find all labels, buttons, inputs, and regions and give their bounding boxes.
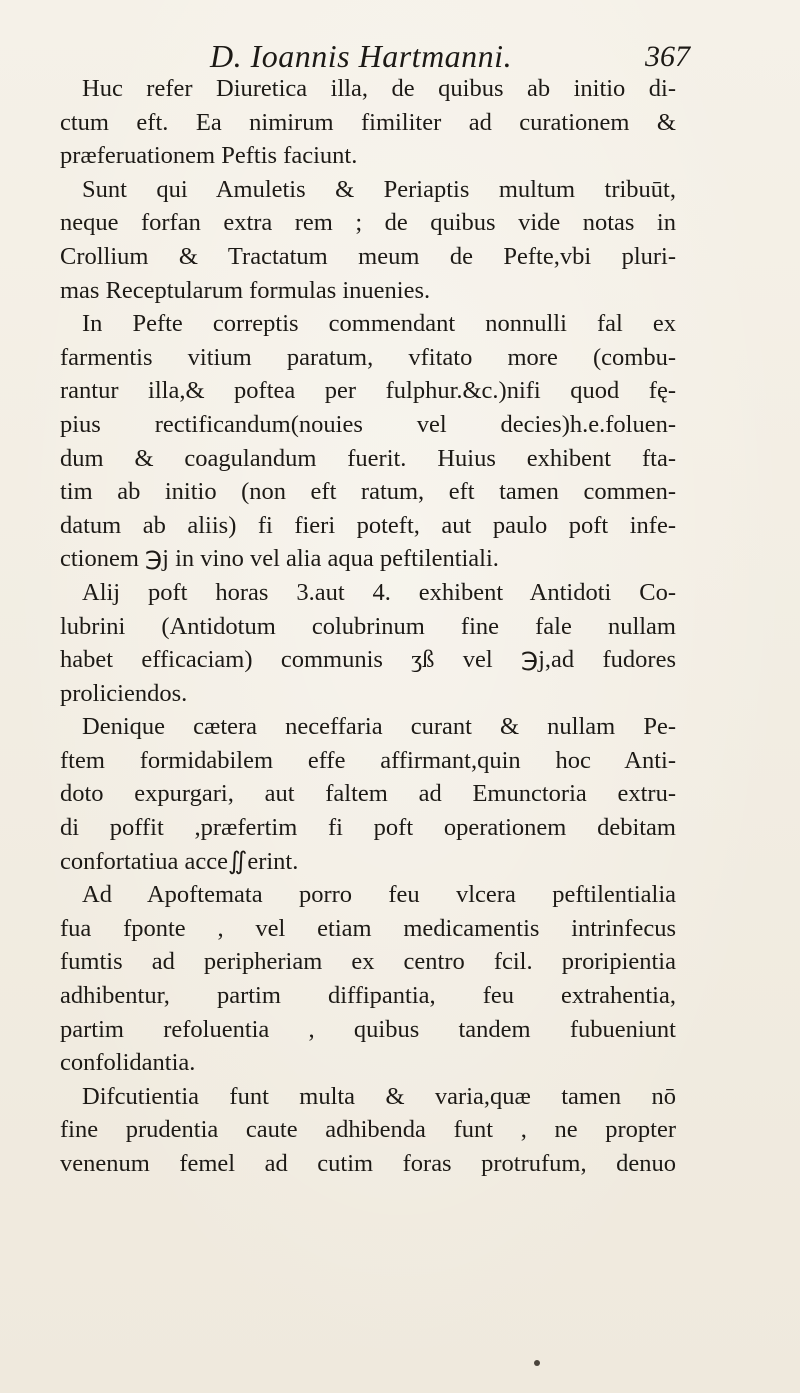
text-line: confolidantia. — [60, 1049, 196, 1077]
text-line: farmentis vitium paratum, vfitato more (combu- — [60, 343, 676, 371]
text-line: ctionem ℈j in vino vel alia aqua peftilentiali. — [60, 545, 499, 573]
running-head: D. Ioannis Hartmanni. — [210, 38, 513, 74]
text-line: tim ab initio (non eft ratum, eft tamen commen- — [60, 478, 676, 506]
text-line: confortatiua acce∬erint. — [60, 847, 299, 875]
text-line: præferuationem Peftis faciunt. — [60, 142, 358, 170]
text-line: fine prudentia caute adhibenda funt , ne propter — [60, 1116, 676, 1144]
text-line: Sunt qui Amuletis & Periaptis multum tribuūt, — [82, 175, 676, 203]
text-line: lubrini (Antidotum colubrinum fine fale nullam — [60, 612, 676, 640]
text-line: fua fponte , vel etiam medicamentis intrinfecus — [60, 914, 676, 942]
text-line: Ad Apoftemata porro feu vlcera peftilentialia — [82, 881, 676, 909]
text-line: partim refoluentia , quibus tandem fubueniunt — [60, 1015, 676, 1043]
text-line: ctum eft. Ea nimirum fimiliter ad curationem & — [60, 108, 676, 136]
text-line: mas Receptularum formulas inuenies. — [60, 276, 431, 304]
text-line: proliciendos. — [60, 679, 188, 707]
text-line: rantur illa,& poftea per fulphur.&c.)nifi quod fę- — [60, 377, 676, 405]
text-line: adhibentur, partim diffipantia, feu extrahentia, — [60, 982, 676, 1010]
text-line: doto expurgari, aut faltem ad Emunctoria extru- — [60, 780, 676, 808]
text-line: neque forfan extra rem ; de quibus vide notas in — [60, 209, 676, 237]
text-line: datum ab aliis) fi fieri poteft, aut paulo poft infe- — [60, 511, 676, 539]
body-text — [60, 72, 676, 1181]
text-line: Denique cætera neceffaria curant & nullam Pe- — [82, 713, 676, 741]
text-line: di poffit ,præfertim fi poft operationem debitam — [60, 814, 676, 842]
text-line: Difcutientia funt multa & varia,quæ tamen nō — [82, 1082, 676, 1110]
text-line: pius rectificandum(nouies vel decies)h.e.foluen- — [60, 410, 676, 438]
text-line: ftem formidabilem effe affirmant,quin hoc Anti- — [60, 746, 676, 774]
text-line: venenum femel ad cutim foras protrufum, denuo — [60, 1150, 676, 1177]
text-line: Alij poft horas 3.aut 4. exhibent Antidoti Co- — [82, 578, 676, 606]
text-line: Crollium & Tractatum meum de Pefte,vbi pluri- — [60, 242, 676, 270]
text-line: habet efficaciam) communis ʒß vel ℈j,ad fudores — [60, 646, 676, 674]
page-number: 367 — [645, 40, 690, 73]
text-line: dum & coagulandum fuerit. Huius exhibent fta- — [60, 444, 676, 472]
text-line: Huc refer Diuretica illa, de quibus ab initio di- — [82, 75, 676, 102]
text-line: fumtis ad peripheriam ex centro fcil. proripientia — [60, 948, 676, 976]
ink-spot — [534, 1360, 540, 1366]
text-line: In Pefte correptis commendant nonnulli fal ex — [82, 310, 676, 338]
